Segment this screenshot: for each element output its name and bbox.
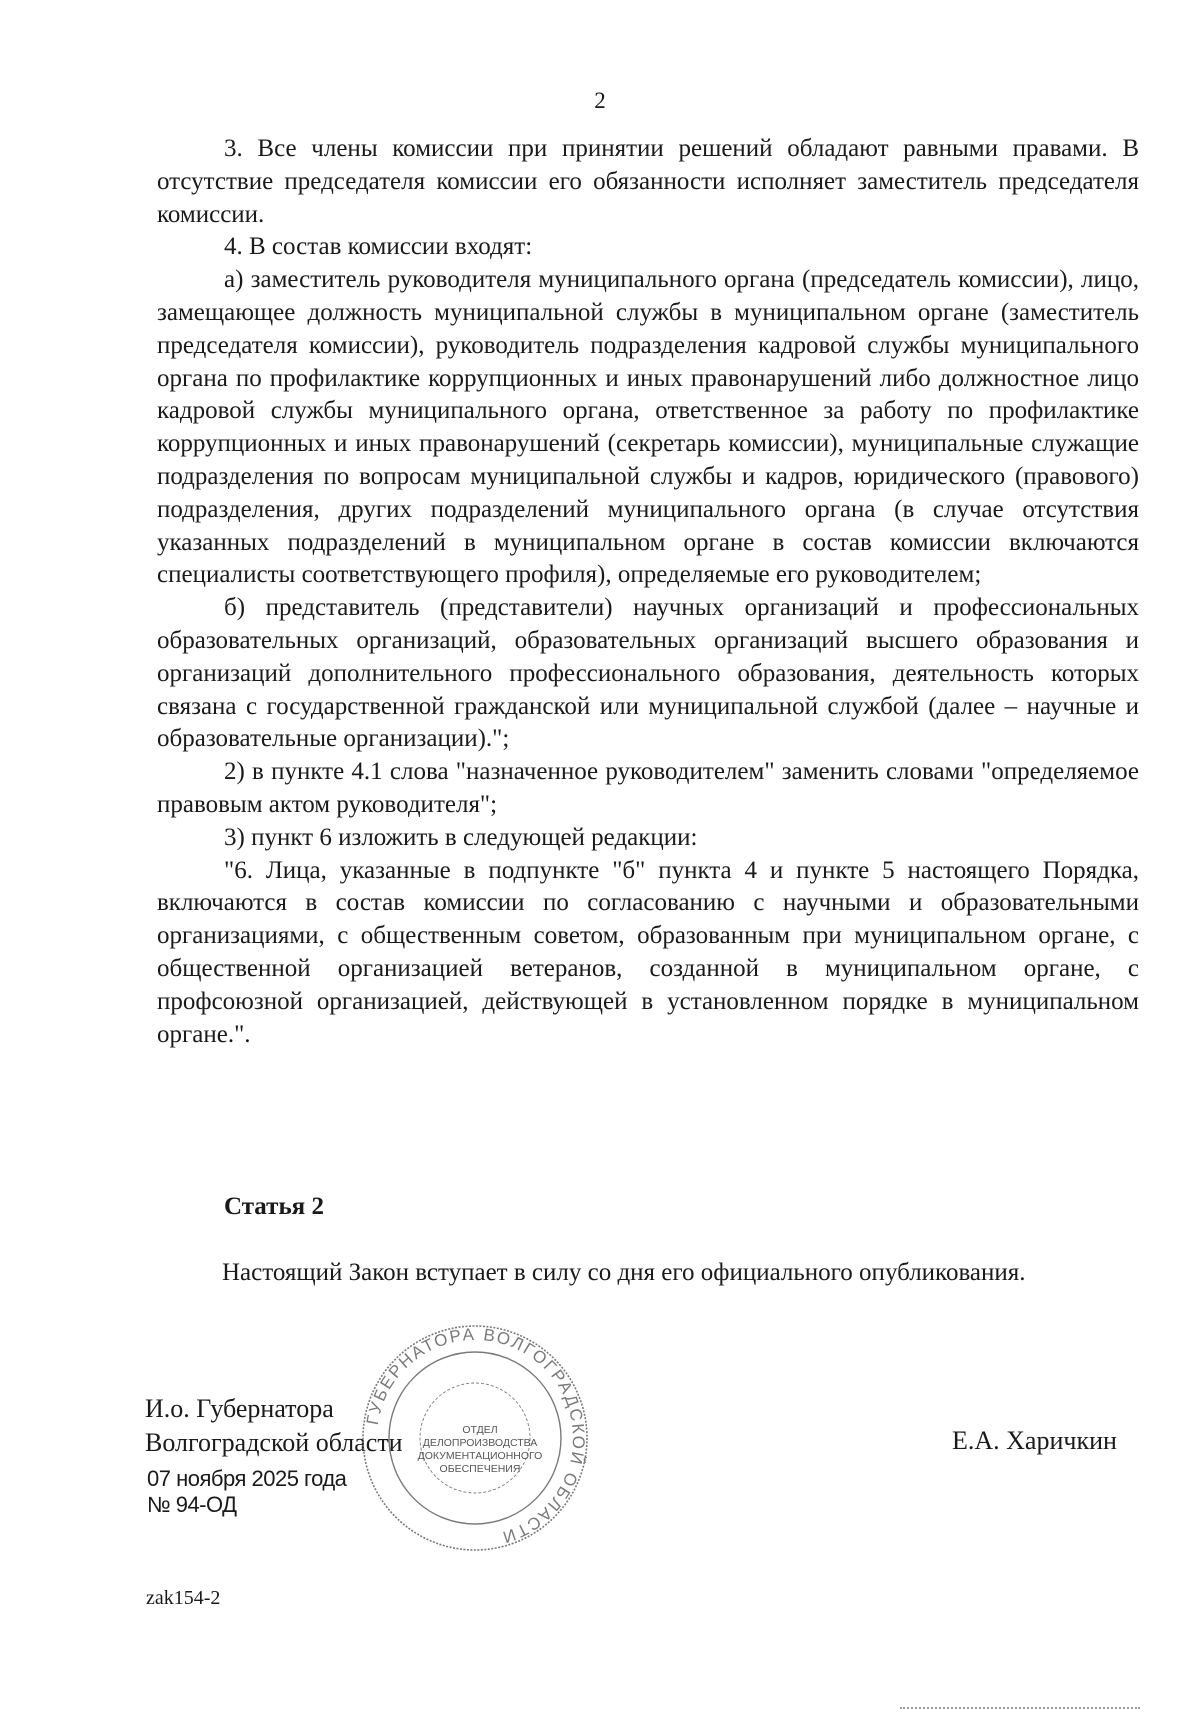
paragraph-amendment-2: 2) в пункте 4.1 слова "назначенное руководителем" заменить словами "определяемое правовым актом руководителя"; xyxy=(157,758,1139,818)
stamp-center-line: ДОКУМЕНТАЦИОННОГО xyxy=(417,1450,543,1462)
stamp-center-text xyxy=(405,1424,555,1476)
article-heading: Статья 2 xyxy=(224,1193,324,1220)
paragraph-subitem-b: б) представитель (представители) научных организаций и профессиональных образовательных организаций, образовательных организаций высшего образования и организаций дополнительного профессионального образования, деятельность которых связана с государственной гражданской или муниципальной службой (далее – научные и образовательные организации)."; xyxy=(157,594,1139,753)
stamp-center-line: ОБЕСПЕЧЕНИЯ xyxy=(439,1463,521,1475)
paragraph-subitem-a: а) заместитель руководителя муниципального органа (председатель комиссии), лицо, замещающее должность муниципальной службы в муниципальном органе (заместитель председателя комиссии), руководитель подразделения кадровой службы муниципального органа по профилактике коррупционных и иных правонарушений либо должностное лицо кадровой службы муниципального органа, ответственное за работу по профилактике коррупционных и иных правонарушений (секретарь комиссии), муниципальные служащие подразделения по вопросам муниципальной службы и кадров, юридического (правового) подразделения, других подразделений муниципального органа (в случае отсутствия указанных подразделений в муниципальном органе в состав комиссии включаются специалисты соответствующего профиля), определяемые его руководителем; xyxy=(157,266,1139,589)
signing-date-block xyxy=(147,1466,346,1518)
stamp-center-line: ОТДЕЛ xyxy=(462,1424,498,1436)
page-number: 2 xyxy=(594,88,606,113)
article-text: Настоящий Закон вступает в силу со дня его официального опубликования. xyxy=(222,1259,1026,1286)
paragraph-new-point-6: "6. Лица, указанные в подпункте "б" пункта 4 и пункте 5 настоящего Порядка, включаются в состав комиссии по согласованию с научными и образовательными организациями, с общественным советом, образованным при муниципальном органе, с общественной организацией ветеранов, созданной в муниципальном органе, с профсоюзной организацией, действующей в установленном порядке в муниципальном органе.". xyxy=(157,856,1139,1048)
paragraph-commission-rights: 3. Все члены комиссии при принятии решений обладают равными правами. В отсутствие председателя комиссии его обязанности исполняет заместитель председателя комиссии. xyxy=(157,135,1139,228)
signer-position-line: Волгоградской области xyxy=(145,1428,403,1457)
footer-dotted-line xyxy=(900,1707,1140,1709)
document-code: zak154-2 xyxy=(146,1587,221,1609)
paragraph-amendment-3: 3) пункт 6 изложить в следующей редакции: xyxy=(224,823,698,851)
signer-name: Е.А. Харичкин xyxy=(952,1426,1117,1455)
signer-position-line: И.о. Губернатора xyxy=(145,1394,334,1423)
paragraph-commission-composition: 4. В состав комиссии входят: xyxy=(224,233,533,261)
stamp-center-line: ДЕЛОПРОИЗВОДСТВА xyxy=(422,1437,538,1449)
stamp-outer-text: ГУБЕРНАТОРА ВОЛГОГРАДСКОЙ ОБЛАСТИ xyxy=(362,1324,589,1548)
signing-date: 07 ноября 2025 года xyxy=(147,1466,347,1491)
document-body xyxy=(157,133,1139,1051)
document-number: № 94-ОД xyxy=(147,1492,237,1517)
